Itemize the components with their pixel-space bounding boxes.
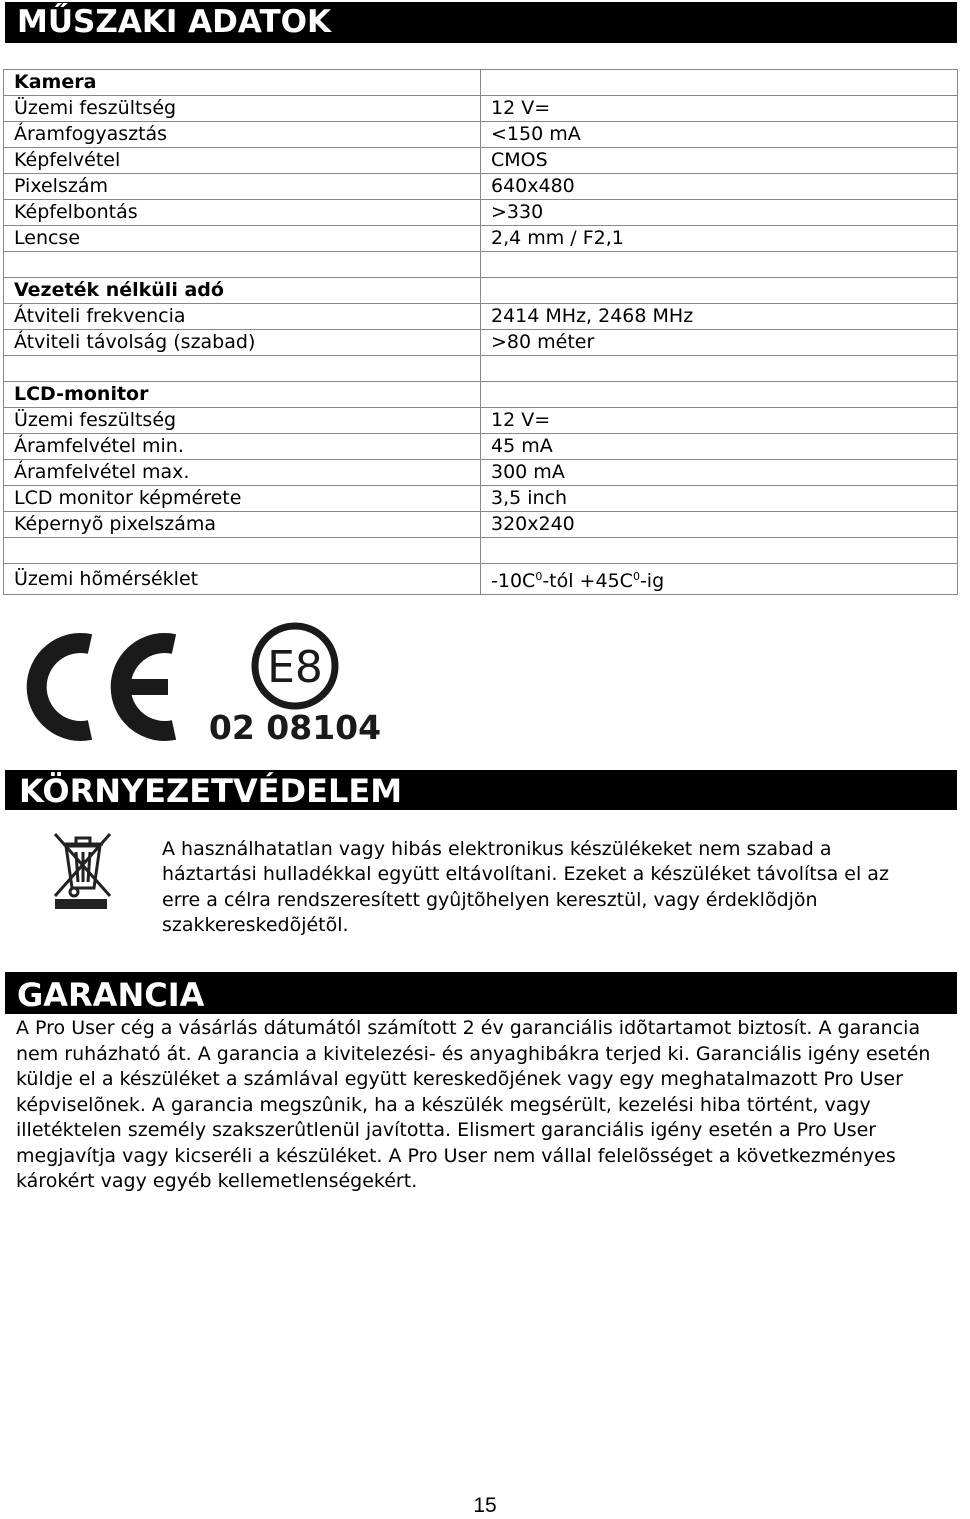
environment-section-header: KÖRNYEZETVÉDELEM [5,770,957,810]
spec-value: 3,5 inch [481,486,958,512]
spec-value: 12 V= [481,408,958,434]
environment-text: A használhatatlan vagy hibás elektronikus készülékeket nem szabad a háztartási hulladékkal együtt eltávolítani. Ezeket a készüléket távolítsa el az erre a célra rendszeresített gyûjtõhelyen keresztül, vagy érdeklõdjön szakkereskedõjétõl. [162,838,889,936]
e8-number-text: 02 08104 [208,708,382,747]
spec-value: >330 [481,200,958,226]
spec-label: Pixelszám [4,174,481,200]
e8-mark-text: E8 [267,642,323,693]
specs-section-header: MŰSZAKI ADATOK [5,2,957,43]
warranty-text: A Pro User cég a vásárlás dátumától számított 2 év garanciális idõtartamot biztosít. A garancia nem ruházható át. A garancia a kivitelezési- és anyaghibákra terjed ki. Garanciális igény esetén küldje el a készüléket a számlával együtt kereskedõjének vagy egy meghatalmazott Pro User képviselõnek. A garancia megszûnik, ha a készülék megsérült, kezelési hiba történt, vagy illetéktelen személy szakszerûtlenül javította. Elismert garanciális igény esetén a Pro User megjavítja vagy kicseréli a készüléket. A Pro User nem vállal felelõsséget a következményes károkért vagy egyéb kellemetlenségekért. [16,1017,931,1192]
spec-label: Átviteli frekvencia [4,304,481,330]
spec-label: Üzemi hõmérséklet [4,564,481,595]
spec-value: 2414 MHz, 2468 MHz [481,304,958,330]
spec-label: Áramfelvétel max. [4,460,481,486]
spec-label: Üzemi feszültség [4,408,481,434]
spec-value: 320x240 [481,512,958,538]
ce-mark-logo [20,628,180,746]
crossed-bin-icon [52,826,112,912]
spec-value: >80 méter [481,330,958,356]
spec-label: Áramfelvétel min. [4,434,481,460]
spec-value: 12 V= [481,96,958,122]
spec-label: Képfelvétel [4,148,481,174]
page-number: 15 [473,1494,497,1517]
camera-heading: Kamera [4,70,481,96]
e8-approval-mark-logo [208,618,382,747]
spec-label: Üzemi feszültség [4,96,481,122]
spec-label: Áramfogyasztás [4,122,481,148]
spec-value: 640x480 [481,174,958,200]
spec-label: Lencse [4,226,481,252]
specs-table [3,69,958,595]
spec-label: Képfelbontás [4,200,481,226]
spec-value: 2,4 mm / F2,1 [481,226,958,252]
spec-value: 300 mA [481,460,958,486]
warranty-section-header: GARANCIA [5,972,957,1014]
spec-value: CMOS [481,148,958,174]
temperature-range: $-10C^0$-tól $+45C^0-ig$ [481,564,958,595]
spec-label: LCD monitor képmérete [4,486,481,512]
spec-label: Képernyõ pixelszáma [4,512,481,538]
spec-value: <150 mA [481,122,958,148]
spec-label: Átviteli távolság (szabad) [4,330,481,356]
spec-value: 45 mA [481,434,958,460]
transmitter-heading: Vezeték nélküli adó [4,278,481,304]
monitor-heading: LCD-monitor [4,382,481,408]
